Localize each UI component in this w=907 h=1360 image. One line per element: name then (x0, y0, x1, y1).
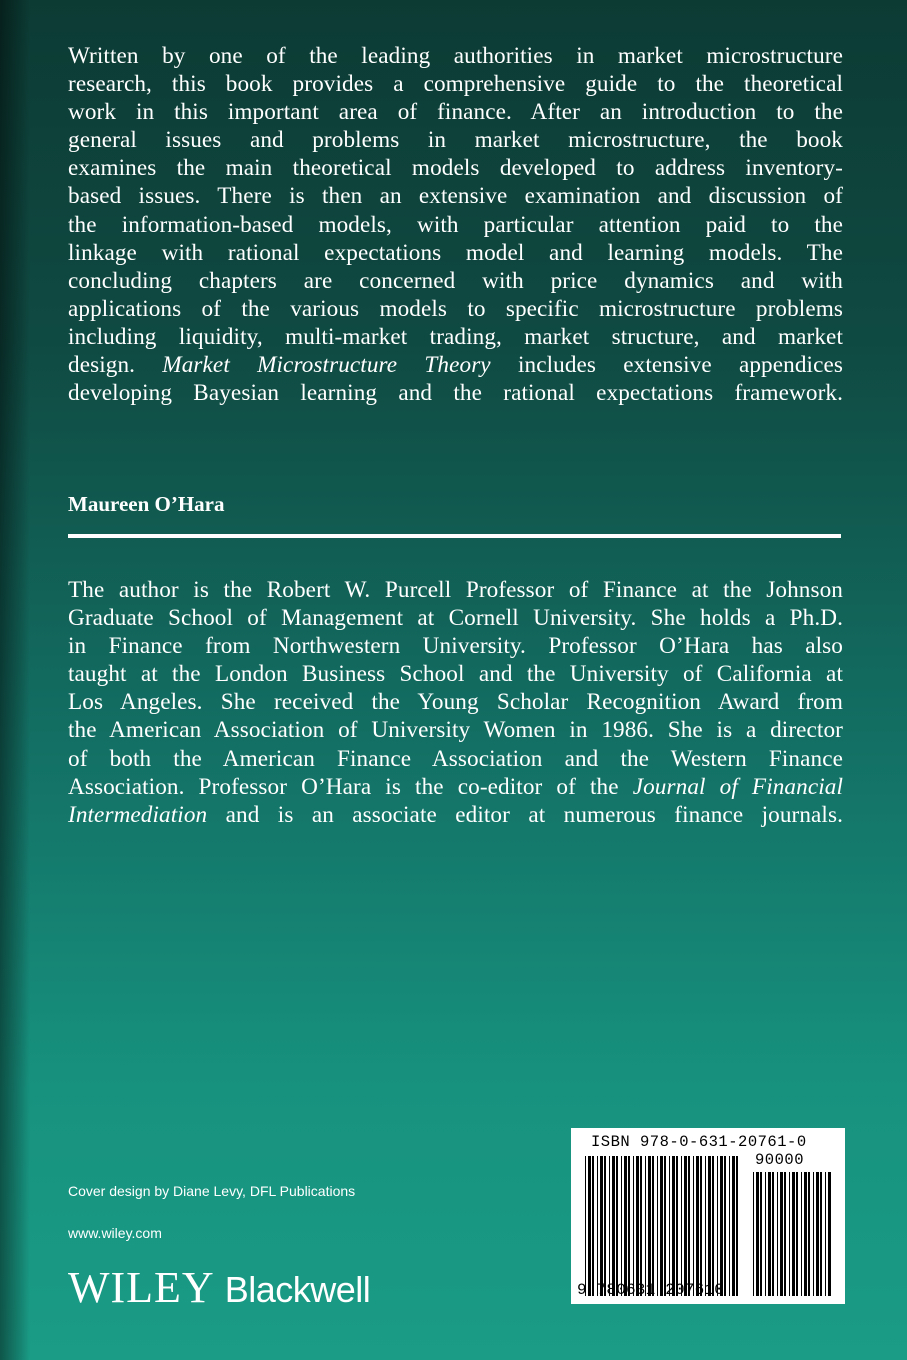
barcode-bar (736, 1156, 738, 1296)
description-line-12 (68, 351, 843, 379)
bio-line-8-start: Association. Professor O’Hara is the co-editor of the (68, 773, 619, 800)
description-line-10: applications of the various models to specific microstructure problems (68, 295, 843, 322)
bio-line-1: The author is the Robert W. Purcell Professor of Finance at the Johnson (68, 577, 843, 603)
barcode-bar (796, 1172, 798, 1296)
barcode-bar (688, 1156, 690, 1296)
wiley-wordmark: WILEY (68, 1263, 215, 1312)
spine-shadow (0, 0, 30, 1360)
barcode-bar (720, 1156, 723, 1296)
description-line-8: linkage with rational expectations model and learning models. The (68, 239, 843, 266)
bio-line-9 (68, 801, 843, 829)
barcode-bar (820, 1172, 822, 1296)
barcode-bar (604, 1156, 606, 1296)
section-divider (68, 534, 841, 538)
book-title-italic: Market Microstructure Theory (162, 352, 491, 379)
isbn-barcode (571, 1128, 845, 1304)
barcode-bar (600, 1156, 603, 1296)
barcode-bar (616, 1156, 618, 1296)
description-line-12-start: design. (68, 352, 136, 379)
book-description (68, 42, 843, 407)
bio-line-2: Graduate School of Management at Cornell University. She holds a Ph.D. (68, 605, 843, 632)
barcode-bar (784, 1172, 786, 1296)
barcode-bar (825, 1172, 826, 1296)
barcode-bar (765, 1172, 766, 1296)
barcode-bar (681, 1156, 682, 1296)
barcode-bar (772, 1172, 774, 1296)
author-name: Maureen O’Hara (68, 492, 225, 516)
barcode-bar (672, 1156, 675, 1296)
bio-line-7: of both the American Finance Association and the Western Finance (68, 745, 843, 772)
barcode-bar (768, 1172, 771, 1296)
bio-line-8 (68, 773, 843, 801)
description-line-13: developing Bayesian learning and the rational expectations framework. (68, 380, 843, 407)
publisher-website: www.wiley.com (68, 1225, 162, 1241)
barcode-bar (585, 1156, 586, 1296)
barcode-bar (660, 1156, 663, 1296)
cover-design-credit: Cover design by Diane Levy, DFL Publications (68, 1183, 356, 1199)
description-line-7: the information-based models, with particular attention paid to the (68, 211, 843, 238)
barcode-bar (693, 1156, 694, 1296)
barcode-bar (636, 1156, 639, 1296)
author-bio (68, 576, 843, 829)
barcode-bar (588, 1156, 591, 1296)
barcode-bar (789, 1172, 790, 1296)
barcode-bar (705, 1156, 706, 1296)
barcode-bar (648, 1156, 651, 1296)
barcode-bar (645, 1156, 646, 1296)
journal-title-part-2: Intermediation (68, 801, 208, 828)
bio-line-9-end: and is an associate editor at numerous finance journals. (225, 801, 843, 828)
barcode-bar (724, 1156, 726, 1296)
barcode-bar (621, 1156, 622, 1296)
barcode-bar (808, 1172, 810, 1296)
barcode-bar (816, 1172, 819, 1296)
ean-digits: 9 780631 207610 (577, 1281, 725, 1299)
barcode-bar (753, 1172, 754, 1296)
barcode-bar (813, 1172, 814, 1296)
barcode-bar (700, 1156, 702, 1296)
journal-title-part-1: Journal of Financial (632, 773, 843, 800)
bio-line-3: in Finance from Northwestern University. Professor O’Hara has also (68, 633, 843, 660)
barcode-bar (624, 1156, 627, 1296)
price-code: 90000 (755, 1151, 805, 1169)
barcode-bar (628, 1156, 630, 1296)
barcode-bar (756, 1172, 759, 1296)
description-line-2: research, this book provides a comprehensive guide to the theoretical (68, 71, 843, 98)
barcode-bar (676, 1156, 678, 1296)
description-line-3: work in this important area of finance. After an introduction to the (68, 99, 843, 126)
barcode-bar (792, 1172, 795, 1296)
description-line-1: Written by one of the leading authorities in market microstructure (68, 43, 843, 69)
barcode-bar (684, 1156, 687, 1296)
barcode-bar (592, 1156, 594, 1296)
barcode-bar (828, 1172, 831, 1296)
description-line-5: examines the main theoretical models developed to address inventory- (68, 155, 843, 182)
barcode-bar (633, 1156, 634, 1296)
barcode-bar (669, 1156, 670, 1296)
blackwell-wordmark: Blackwell (224, 1269, 371, 1310)
barcode-bar (664, 1156, 666, 1296)
description-line-6: based issues. There is then an extensive examination and discussion of (68, 183, 843, 210)
barcode-bar (652, 1156, 654, 1296)
barcode-bar (729, 1156, 730, 1296)
barcode-bar (780, 1172, 783, 1296)
barcode-bar (732, 1156, 735, 1296)
barcode-bar (696, 1156, 699, 1296)
barcode-bar (804, 1172, 807, 1296)
barcode-bar (657, 1156, 658, 1296)
description-line-4: general issues and problems in market microstructure, the book (68, 127, 843, 154)
barcode-bar (717, 1156, 718, 1296)
description-line-11: including liquidity, multi-market trading, market structure, and market (68, 323, 843, 350)
barcode-bar (708, 1156, 711, 1296)
bio-line-4: taught at the London Business School and the University of California at (68, 661, 843, 688)
bio-line-5: Los Angeles. She received the Young Scholar Recognition Award from (68, 689, 843, 716)
barcode-bar (777, 1172, 778, 1296)
publisher-logo (68, 1262, 370, 1312)
isbn-number: ISBN 978-0-631-20761-0 (591, 1133, 807, 1151)
barcode-bar (612, 1156, 615, 1296)
barcode-bar (597, 1156, 598, 1296)
bio-line-6: the American Association of University Women in 1986. She is a director (68, 717, 843, 744)
barcode-bar (640, 1156, 642, 1296)
description-line-12-end: includes extensive appendices (517, 352, 843, 379)
barcode-bar (609, 1156, 610, 1296)
barcode-bar (712, 1156, 714, 1296)
barcode-bar (801, 1172, 802, 1296)
barcode-bar (760, 1172, 762, 1296)
description-line-9: concluding chapters are concerned with price dynamics and with (68, 267, 843, 294)
